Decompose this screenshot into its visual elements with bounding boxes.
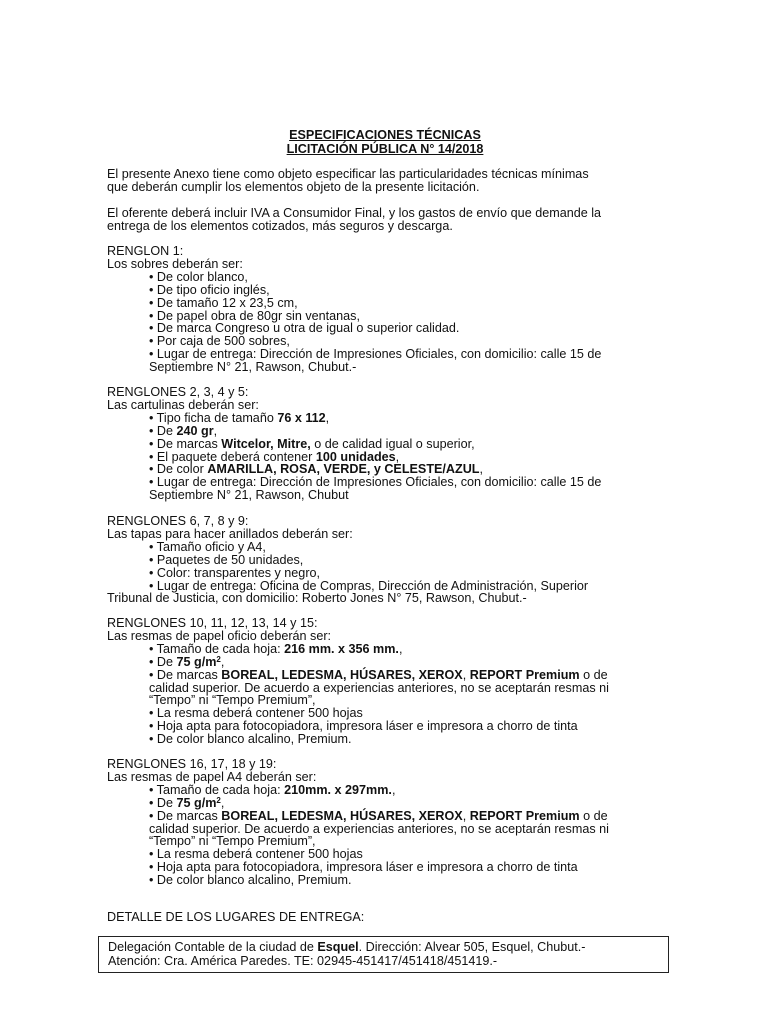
text-line: que deberán cumplir los elementos objeto de la presente licitación. — [107, 180, 480, 195]
bullet-continuation: Tribunal de Justicia, con domicilio: Roberto Jones N° 75, Rawson, Chubut.- — [107, 591, 527, 606]
bullet-item: • Por caja de 500 sobres, — [149, 334, 290, 349]
bullet-item: • Lugar de entrega: Dirección de Impresiones Oficiales, con domicilio: calle 15 de — [149, 347, 602, 362]
section-intro: Las tapas para hacer anillados deberán ser: — [107, 526, 353, 541]
section-intro: Las resmas de papel A4 deberán ser: — [107, 769, 317, 784]
bullet-item: • Lugar de entrega: Dirección de Impresiones Oficiales, con domicilio: calle 15 de — [149, 475, 602, 490]
text-line: El oferente deberá incluir IVA a Consumidor Final, y los gastos de envío que demande la — [107, 206, 602, 220]
section-heading: RENGLON 1: — [107, 244, 184, 258]
bullet-item: • El paquete deberá contener 100 unidades, — [149, 449, 400, 464]
bullet-item: • De tipo oficio inglés, — [149, 282, 270, 297]
bullet-item: • Tipo ficha de tamaño 76 x 112, — [149, 410, 330, 425]
bullet-item: • De marcas BOREAL, LEDESMA, HÚSARES, XEROX, REPORT Premium o de — [149, 667, 608, 682]
bullet-item: • Color: transparentes y negro, — [149, 565, 321, 580]
delivery-heading: DETALLE DE LOS LUGARES DE ENTREGA: — [107, 910, 365, 924]
bullet-item: • De 240 gr, — [149, 423, 218, 438]
bullet-item: • Tamaño de cada hoja: 216 mm. x 356 mm., — [149, 641, 403, 656]
section-heading: RENGLONES 6, 7, 8 y 9: — [107, 514, 249, 528]
bullet-item: • De tamaño 12 x 23,5 cm, — [149, 295, 298, 310]
bullet-item: • De 75 $g/m^2$, — [149, 654, 225, 669]
section-renglones-2-5 — [107, 386, 667, 502]
bullet-item: • De marcas Witcelor, Mitre, o de calidad igual o superior, — [149, 436, 475, 451]
bullet-item: • De papel obra de 80gr sin ventanas, — [149, 308, 360, 323]
bullet-item: • Paquetes de 50 unidades, — [149, 552, 304, 567]
section-intro: Las resmas de papel oficio deberán ser: — [107, 628, 332, 643]
section-renglon-1 — [107, 245, 667, 374]
bullet-item: • La resma deberá contener 500 hojas — [149, 847, 363, 862]
intro-paragraph-1 — [107, 168, 667, 194]
bullet-item: • Lugar de entrega: Oficina de Compras, Dirección de Administración, Superior — [149, 578, 589, 593]
section-intro: Las cartulinas deberán ser: — [107, 397, 259, 412]
bullet-continuation: calidad superior. De acuerdo a experiencias anteriores, no se aceptarán resmas ni — [149, 680, 609, 695]
bullet-item: • De 75 $g/m^2$, — [149, 795, 225, 810]
page-subtitle: LICITACIÓN PÚBLICA N° 14/2018 — [286, 142, 484, 156]
delivery-line: Atención: Cra. América Paredes. TE: 02945-451417/451418/451419.- — [108, 954, 498, 968]
bullet-item: • De color blanco alcalino, Premium. — [149, 732, 352, 747]
text-line: entrega de los elementos cotizados, más seguros y descarga. — [107, 219, 453, 234]
bullet-continuation: Septiembre N° 21, Rawson, Chubut — [149, 488, 349, 503]
bullet-item: • De color blanco alcalino, Premium. — [149, 873, 352, 888]
bullet-continuation: “Tempo” ni “Tempo Premium”, — [149, 693, 316, 708]
bullet-item: • Tamaño oficio y A4, — [149, 539, 266, 554]
section-renglones-16-19 — [107, 758, 667, 887]
page-title: ESPECIFICACIONES TÉCNICAS — [289, 128, 481, 142]
section-heading: RENGLONES 16, 17, 18 y 19: — [107, 757, 277, 771]
section-intro: Los sobres deberán ser: — [107, 256, 243, 271]
bullet-continuation: Septiembre N° 21, Rawson, Chubut.- — [149, 360, 357, 375]
bullet-item: • Tamaño de cada hoja: 210mm. x 297mm., — [149, 782, 396, 797]
delivery-line: Delegación Contable de la ciudad de Esquel. Dirección: Alvear 505, Esquel, Chubut.- — [108, 940, 586, 954]
bullet-item: • La resma deberá contener 500 hojas — [149, 706, 363, 721]
text-line: El presente Anexo tiene como objeto especificar las particularidades técnicas mínimas — [107, 167, 589, 181]
section-heading: RENGLONES 2, 3, 4 y 5: — [107, 385, 249, 399]
intro-paragraph-2 — [107, 207, 667, 233]
delivery-box — [98, 936, 669, 973]
section-renglones-6-9 — [107, 515, 667, 605]
bullet-item: • De marcas BOREAL, LEDESMA, HÚSARES, XEROX, REPORT Premium o de — [149, 808, 608, 823]
section-renglones-10-15 — [107, 617, 667, 746]
bullet-item: • Hoja apta para fotocopiadora, impresora láser e impresora a chorro de tinta — [149, 860, 578, 875]
bullet-item: • Hoja apta para fotocopiadora, impresora láser e impresora a chorro de tinta — [149, 719, 578, 734]
bullet-continuation: calidad superior. De acuerdo a experiencias anteriores, no se aceptarán resmas ni — [149, 821, 609, 836]
section-heading: RENGLONES 10, 11, 12, 13, 14 y 15: — [107, 616, 318, 630]
bullet-item: • De color blanco, — [149, 269, 248, 284]
bullet-item: • De marca Congreso u otra de igual o superior calidad. — [149, 321, 460, 336]
bullet-continuation: “Tempo” ni “Tempo Premium”, — [149, 834, 316, 849]
bullet-item: • De color AMARILLA, ROSA, VERDE, y CELESTE/AZUL, — [149, 462, 483, 477]
